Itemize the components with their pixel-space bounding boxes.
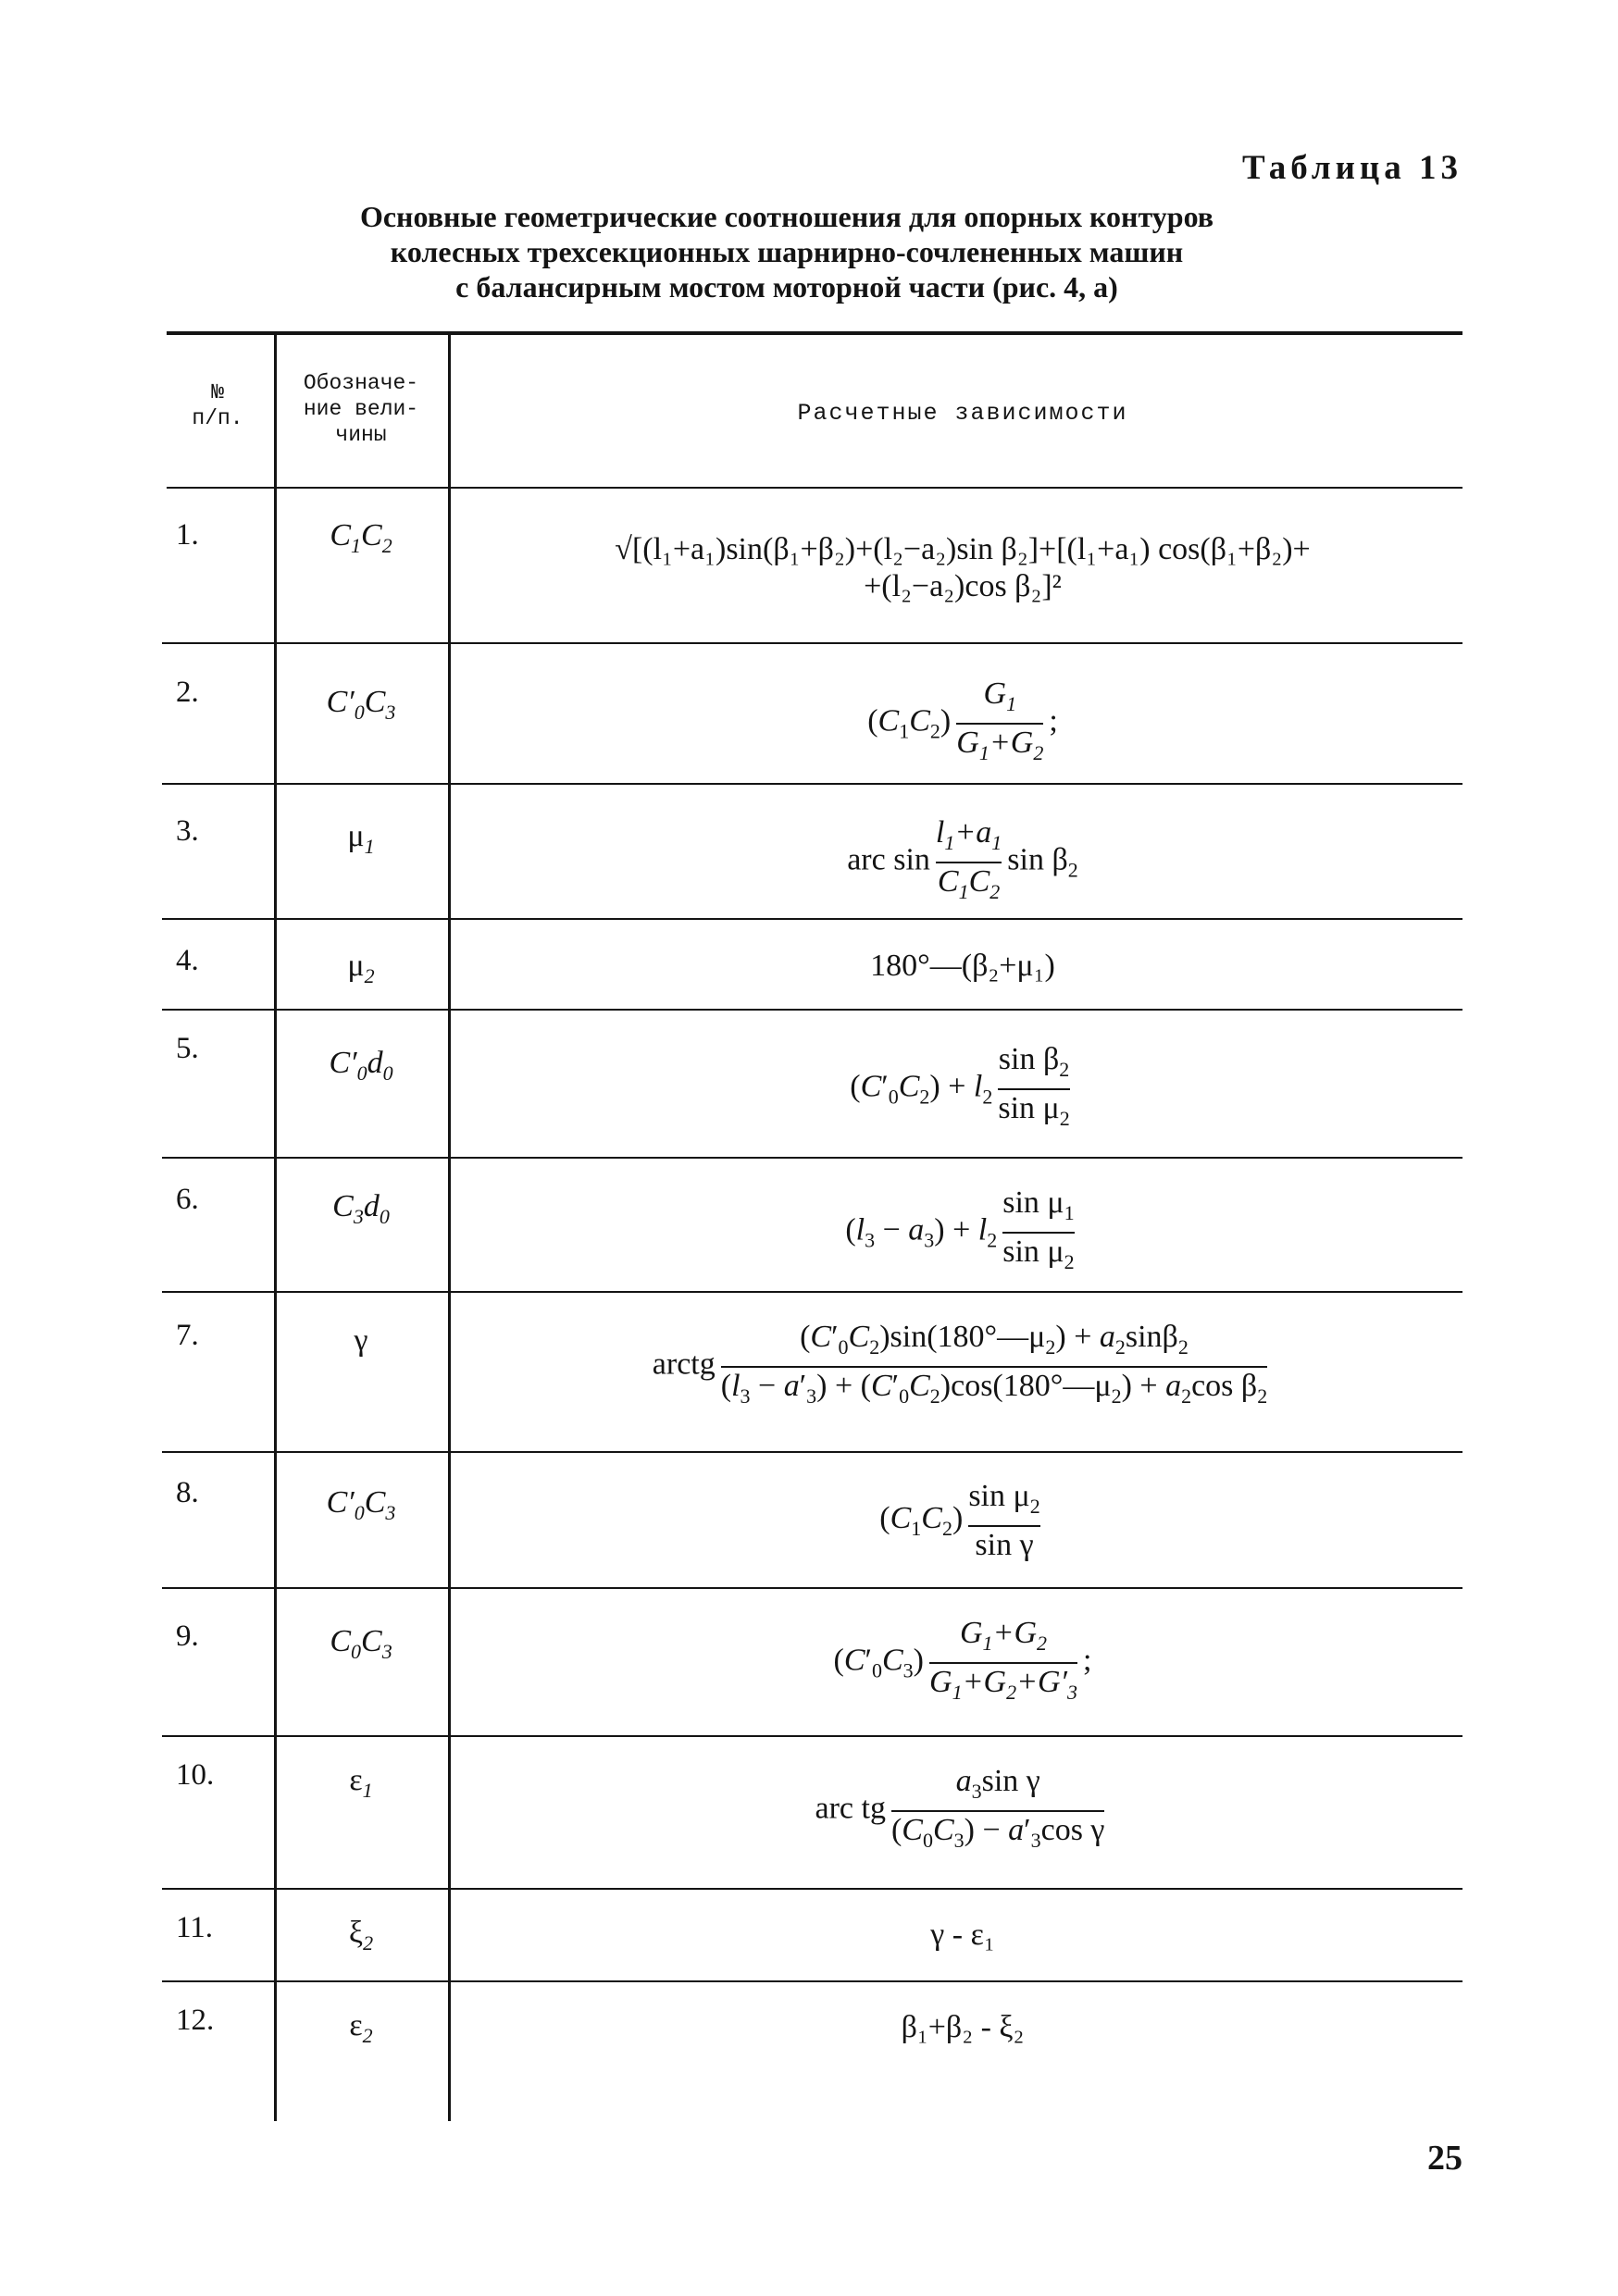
row-symbol: $C_3d_0$	[332, 1189, 390, 1228]
row-number: 12.	[176, 2004, 215, 2037]
formula-line-1: √[(l₁+a₁)sin(β₁+β₂)+(l₂−a₂)sin β₂]+[(l₁+a₁) cos(β₁+β₂)+	[615, 532, 1311, 566]
row-formula: arc tg $\frac{a_3\sin \gamma}{(C_0C_3) - a'_3\cos \gamma}$	[454, 1763, 1472, 1859]
row-formula: $(l_3 - a_3) + l_2$ $\frac{\sin \mu_1}{\sin \mu_2}$	[454, 1185, 1472, 1281]
row-separator	[162, 1009, 1462, 1011]
row-formula	[454, 532, 1472, 604]
row-separator	[162, 1735, 1462, 1737]
row-formula: $(C'_0C_2) + l_2$ $\frac{\sin \beta_2}{\sin \mu_2}$	[454, 1041, 1472, 1137]
table-title	[185, 199, 1388, 304]
row-number: 2.	[176, 676, 199, 709]
row-symbol: $C'_0C_3$	[326, 685, 396, 724]
row-symbol: $C_1C_2$	[330, 518, 392, 557]
row-number: 6.	[176, 1183, 199, 1216]
row-separator	[162, 1587, 1462, 1589]
row-separator	[162, 918, 1462, 920]
row-symbol: $C'_0C_3$	[326, 1485, 396, 1524]
row-symbol: $\mu_1$	[347, 819, 375, 858]
row-formula: $(C'_0C_3)$ $\frac{G_1+G_2}{G_1+G_2+G'_3}$ ;	[454, 1615, 1472, 1711]
header-bottom-rule	[167, 487, 1462, 489]
row-symbol: $C'_0d_0$	[329, 1046, 393, 1085]
formula-line-2: +(l₂−a₂)cos β₂]²	[864, 569, 1062, 603]
row-separator	[162, 1888, 1462, 1890]
row-symbol: γ	[354, 1323, 368, 1358]
column-header-number: № п/п.	[192, 380, 243, 430]
row-formula: γ - ε₁	[930, 1917, 995, 1952]
row-symbol: $\xi_2$	[348, 1916, 374, 1955]
row-symbol: $\varepsilon_2$	[349, 2008, 373, 2047]
title-line-1: Основные геометрические соотношения для опорных контуров	[359, 200, 1214, 233]
row-number: 9.	[176, 1620, 199, 1653]
column-header-relations: Расчетные зависимости	[797, 400, 1128, 427]
row-number: 4.	[176, 944, 199, 977]
row-number: 7.	[176, 1319, 199, 1352]
page-number: 25	[1427, 2139, 1462, 2178]
row-formula: 180°—(β₂+μ₁)	[870, 949, 1055, 983]
row-formula: $(C_1C_2)$ $\frac{\sin \mu_2}{\text{sin γ}}$	[879, 1479, 1040, 1562]
row-number: 11.	[176, 1911, 214, 1944]
row-formula: arc sin $\frac{l_1+a_1}{C_1C_2}$ $\sin \beta_2$	[454, 814, 1472, 911]
column-divider-1	[274, 335, 277, 2121]
row-symbol: $C_0C_3$	[330, 1624, 392, 1663]
title-line-2: колесных трехсекционных шарнирно-сочлененных машин	[390, 235, 1184, 268]
row-number: 8.	[176, 1476, 199, 1509]
table-top-rule	[167, 331, 1462, 335]
row-formula: β₁+β₂ - ξ₂	[901, 2010, 1025, 2044]
title-line-3: с балансирным мостом моторной части (рис. 4, а)	[455, 270, 1118, 304]
table-number-label: Таблица 13	[1242, 149, 1462, 187]
row-separator	[162, 1291, 1462, 1293]
row-formula: arctg $\frac{(C'_0C_2)\sin(180^\circ—\mu_2) + a_2\sin\beta_2}{(l_3 - a'_3) + (C'_0C_2)\cos(180^\circ—\mu_2) + a_2\cos \beta_2}$	[454, 1319, 1472, 1415]
row-separator	[162, 642, 1462, 644]
column-divider-2	[448, 335, 451, 2121]
row-separator	[162, 783, 1462, 785]
row-symbol: $\mu_2$	[347, 949, 375, 987]
row-separator	[162, 1157, 1462, 1159]
row-number: 5.	[176, 1032, 199, 1065]
row-separator	[162, 1980, 1462, 1982]
row-number: 3.	[176, 814, 199, 848]
row-number: 1.	[176, 518, 199, 552]
row-symbol: $\varepsilon_1$	[349, 1763, 373, 1802]
column-header-symbol: Обозначе- ние вели- чины	[303, 371, 419, 447]
row-formula: $(C_1C_2)$ $\frac{G_1}{G_1+G_2}$ ;	[454, 676, 1472, 772]
row-separator	[162, 1451, 1462, 1453]
row-number: 10.	[176, 1758, 215, 1792]
